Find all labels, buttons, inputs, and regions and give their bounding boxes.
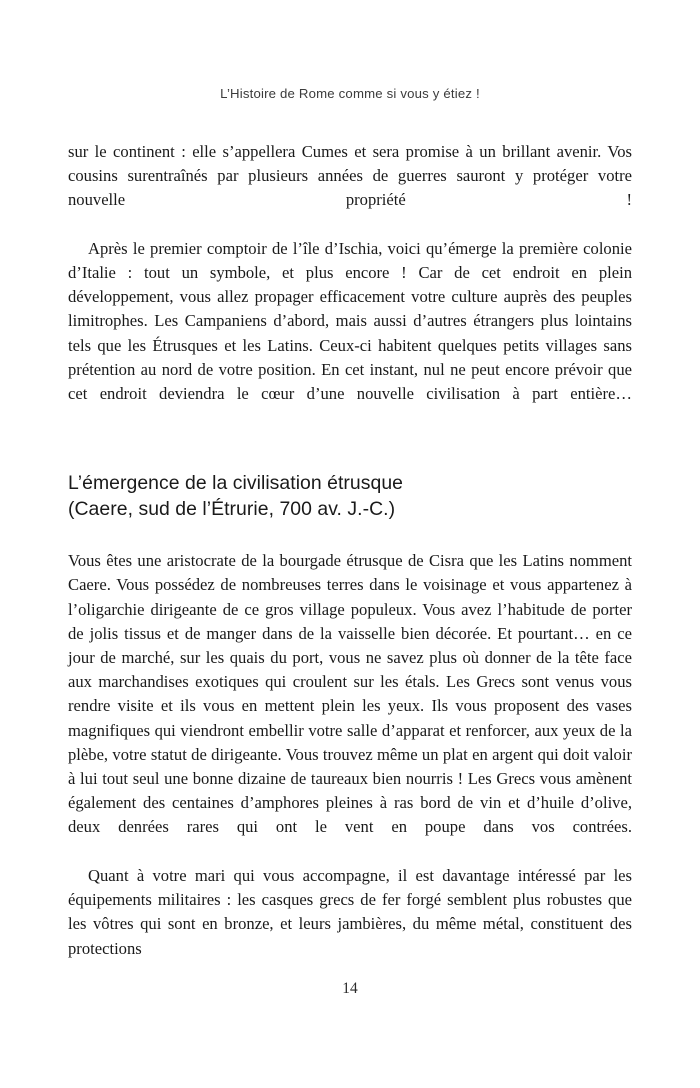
page-number: 14 [342,980,358,997]
paragraph-continuation: sur le continent : elle s’appellera Cumes et sera promise à un brillant avenir. Vos cousins surentraînés par plusieurs années de guerres sauront y protéger votre nouvelle propriété ! [68,142,632,210]
section-heading-line-1: L’émergence de la civilisation étrusque [68,472,404,495]
section-heading-line-2: (Caere, sud de l’Étrurie, 700 av. J.-C.) [68,497,396,520]
running-head: L’Histoire de Rome comme si vous y étiez ! [220,86,480,101]
section-heading-block [68,471,632,522]
section-heading [68,471,632,522]
text-body-column [68,140,632,985]
paragraph-mari: Quant à votre mari qui vous accompagne, il est davantage intéressé par les équipements militaires : les casques grecs de fer forgé semblent plus robustes que les vôtres qui sont en bronze, et leurs jambières, du même métal, constituent des protections [68,865,632,958]
paragraph-aristocrate: Vous êtes une aristocrate de la bourgade étrusque de Cisra que les Latins nomment Caere. Vous possédez de nombreuses terres dans le voisinage et vous appartenez à l’oligarchie dirigeante de ce gros village populeux. Vous avez l’habitude de porter de jolis tissus et de manger dans de la vaisselle bien décorée. Et pourtant… en ce jour de marché, sur les quais du port, vous ne savez plus où donner de la tête face aux marchandises exotiques qui croulent sur les étals. Les Grecs sont venus vous rendre visite et ils vous en mettent plein les yeux. Ils vous proposent des vases magnifiques qui viendront embellir votre salle d’apparat et renforcer, aux yeux de la plèbe, votre statut de dirigeante. Vous trouvez même un plat en argent qui doit valoir à lui tout seul une bonne dizaine de taureaux bien nourris ! Les Grecs vous amènent également des centaines d’amphores pleines à ras bord de vin et d’huile d’olive, deux denrées rares qui ont le vent en poupe dans vos contrées. [68,551,632,837]
paragraph-ischia: Après le premier comptoir de l’île d’Ischia, voici qu’émerge la première colonie d’Italie : tout un symbole, et plus encore ! Car de cet endroit en plein développement, vous allez propager efficacement votre culture auprès des peuples limitrophes. Les Campaniens d’abord, mais aussi d’autres étrangers plus lointains tels que les Étrusques et les Latins. Ceux-ci habitent quelques petits villages sans prétention au nord de votre position. En cet instant, nul ne peut encore prévoir que cet endroit deviendra le cœur d’une nouvelle civilisation à part entière… [68,238,632,404]
